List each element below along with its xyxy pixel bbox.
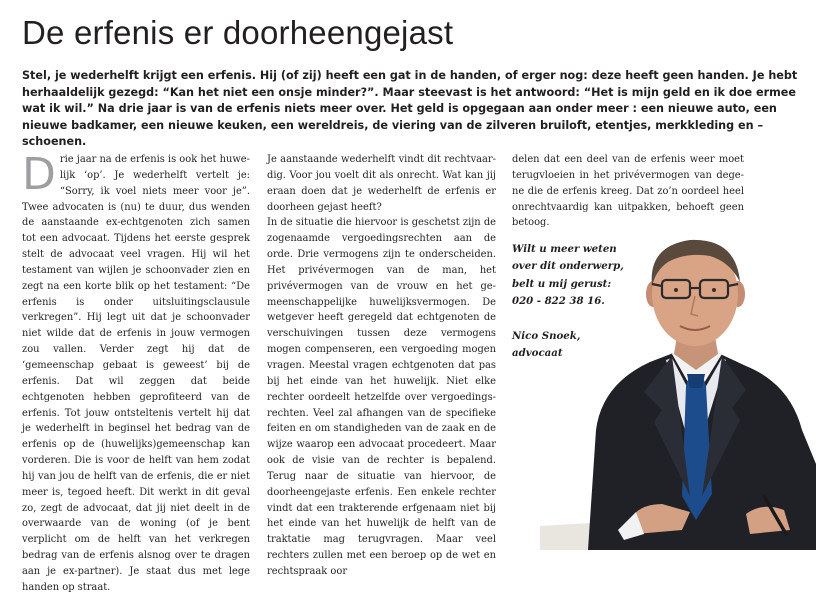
contact-phone: 020 - 822 38 16.: [512, 295, 605, 308]
article-column-3: [512, 152, 744, 231]
author-name: Nico Snoek,: [512, 329, 581, 342]
article-column-1: [22, 149, 250, 593]
article-column-2: [267, 152, 496, 577]
column-2-paragraph-1: Je aanstaande wederhelft vindt dit rechtvaardig. Voor jou voelt dit als onrecht. Wat kan jij eraan doen dat je wederhelft de erfenis er doorheen gejast heeft?: [267, 154, 496, 213]
tie-knot: [687, 374, 705, 388]
article-intro: Stel, je wederhelft krijgt een erfenis. Hij (of zij) heeft een gat in de handen, of erger nog: deze heeft geen handen. Je hebt herhaaldelijk gezegd: “Kan het niet een onsje minder?”. Maar steevast is het antwoord: “Het is mijn geld en ik doe ermee wat ik wil.” Na drie jaar is van de erfenis niets meer over. Het geld is opgegaan aan onder meer : een nieuwe auto, een nieuwe badkamer, een nieuwe keuken, een wereldreis, de viering van de zilveren bruiloft, etentjes, merkkleding en –schoenen.: [22, 69, 798, 149]
contact-line-3: belt u mij gerust:: [512, 277, 612, 290]
contact-line-2: over dit onderwerp,: [512, 260, 624, 273]
right-eye: [712, 288, 716, 292]
drop-cap: D: [22, 149, 56, 200]
column-2-paragraph-2: In de situatie die hiervoor is geschetst zijn de zogenaamde vergoedingsrechten aan de orde. Drie vermogens zijn te onderscheiden. Het privévermogen van de man, het privévermogen van de vrouw en het gemeenschappelijke huwelijksvermogen. De wetgever heeft geregeld dat echtgenoten de verschuivingen tussen deze vermogens mogen compenseren, een vergoeding mogen vragen. Meestal vragen echtgenoten dat pas bij het einde van het huwelijk. Niet elke rechter oordeelt hetzelfde over vergoedingsrechten. Veel zal afhangen van de specifieke feiten en om standigheden van de zaak en de wijze waarop een advocaat procedeert. Maar ook de visie van de rechter is bepalend. Terug naar de situatie van hiervoor, de doorheengejaste erfenis. Een enkele rechter vindt dat een trakterende erfgenaam niet bij het einde van het huwelijk de helft van de traktatie mag terugvragen. Maar veel rechters zullen met een beroep op de wet en rechtspraak oor: [267, 217, 496, 577]
column-1-text: rie jaar na de erfenis is ook het huwelijk ‘op’. Je wederhelft vertelt je: “Sorry, ik voel niets meer voor je”. Twee advocaten is (nu) te duur, dus wenden de aanstaande ex-echtgenoten zich samen tot een advocaat. Tijdens het eerste gesprek stelt de advocaat veel vragen. Hij wil het testament van wijlen je schoonvader zien en zegt na een korte blik op het testament: “De erfenis is onder uitsluitingsclausule verkregen”. Hij legt uit dat je schoonvader niet wilde dat de erfenis in jouw vermogen zou vallen. Verder zegt hij dat de ‘gemeenschap gebaat is geweest’ bij de erfenis. Dat wil zeggen dat beide echtgenoten hebben geprofiteerd van de erfenis. Tot jouw ontsteltenis vertelt hij dat je wederhelft in beginsel het bedrag van de erfenis op de (huwelijks)gemeenschap kan vorderen. Die is voor de helft van hem zodat hij van jou de helft van de erfenis, die er niet meer is, tegoed heeft. Dit werkt in dit geval zo, zegt de advocaat, dat jij niet deelt in de overwaarde van de woning (of je bent verplicht om de helft van het verkregen bedrag van de erfenis alsnog over te dragen aan je ex-partner). Je staat dus met lege handen op straat.: [22, 154, 250, 593]
column-3-text: delen dat een deel van de erfenis weer moet terugvloeien in het privévermogen van degene die de erfenis kreeg. Dat zo’n oordeel heel onrechtvaardig kan uitpakken, behoeft geen betoog.: [512, 154, 744, 229]
article-title: De erfenis er doorheengejast: [22, 14, 454, 51]
author-portrait-photo: [540, 234, 816, 550]
author-role: advocaat: [512, 347, 563, 360]
contact-line-1: Wilt u meer weten: [512, 243, 617, 255]
left-eye: [674, 288, 678, 292]
